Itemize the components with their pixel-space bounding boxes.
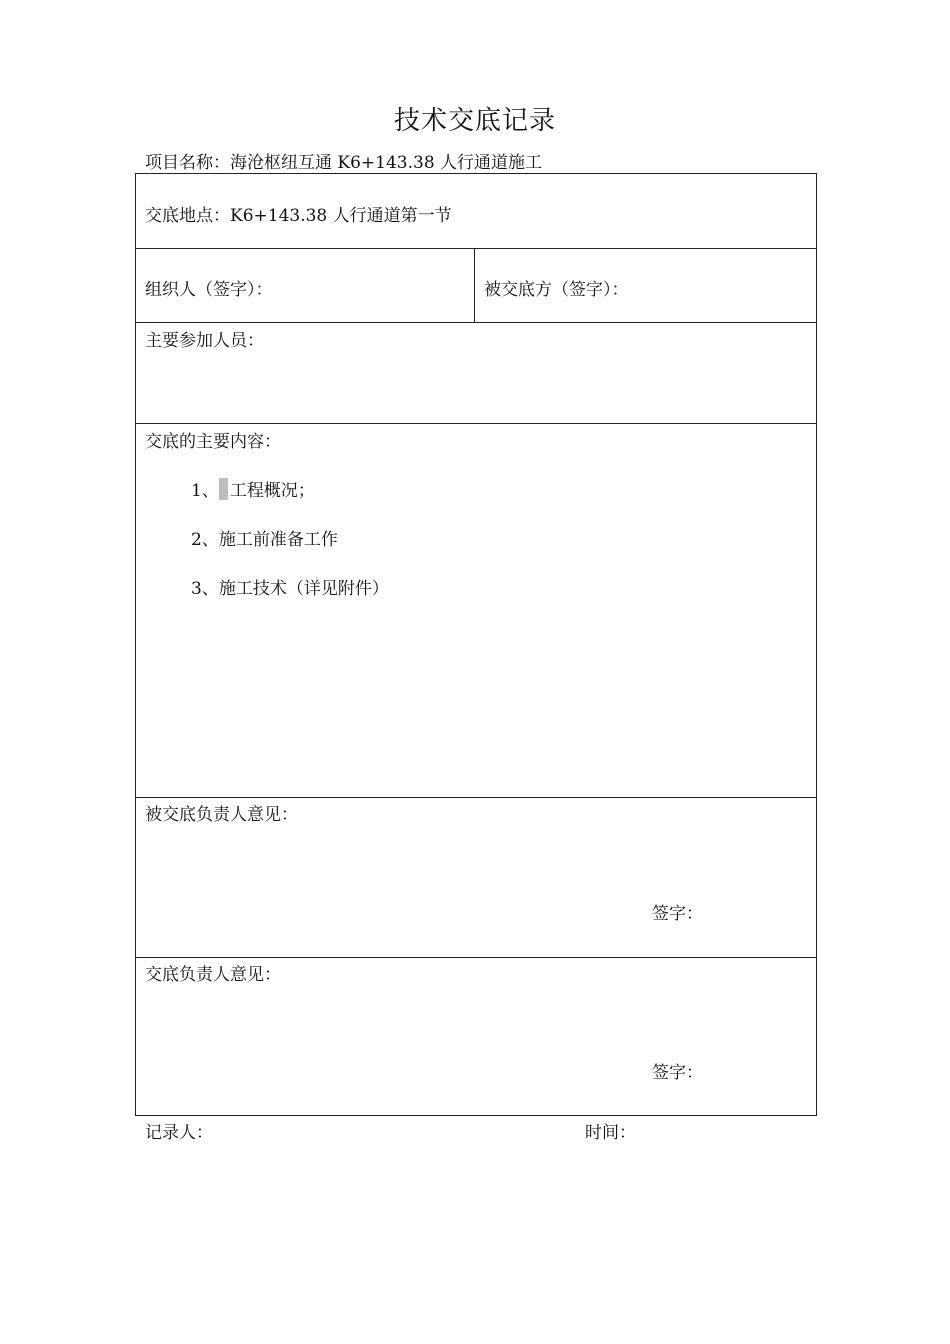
briefing-form-table — [135, 173, 817, 1116]
recipient-sign-label[interactable]: 签字： — [652, 904, 703, 924]
project-name-label: 项目名称： — [145, 153, 230, 173]
time-label[interactable]: 时间： — [585, 1123, 636, 1143]
location-row — [136, 174, 816, 249]
recorder-label[interactable]: 记录人： — [145, 1123, 213, 1143]
organizer-signature-label[interactable]: 组织人（签字）： — [145, 280, 273, 300]
item-text: 施工技术（详见附件） — [218, 579, 389, 599]
location-value: K6+143.38 人行通道第一节 — [230, 206, 452, 226]
text-cursor-highlight — [219, 478, 228, 500]
item-number: 2、 — [191, 530, 219, 550]
issuer-opinion-row — [136, 958, 816, 1116]
recipient-signature-label[interactable]: 被交底方（签字）： — [484, 280, 629, 300]
signature-row — [136, 249, 816, 323]
issuer-sign-label[interactable]: 签字： — [652, 1063, 703, 1083]
item-text: 施工前准备工作 — [218, 530, 338, 550]
content-item-1[interactable] — [191, 476, 315, 501]
item-number: 1、 — [191, 481, 219, 501]
project-name-line — [145, 148, 542, 173]
recipient-opinion-label[interactable]: 被交底负责人意见： — [145, 805, 298, 825]
content-item-2[interactable] — [191, 525, 338, 550]
participants-label[interactable]: 主要参加人员： — [145, 331, 264, 351]
item-number: 3、 — [191, 579, 219, 599]
item-text: 工程概况； — [229, 481, 315, 501]
column-divider — [474, 249, 475, 322]
content-item-3[interactable] — [191, 574, 389, 599]
issuer-opinion-label[interactable]: 交底负责人意见： — [145, 965, 281, 985]
location-label: 交底地点： — [145, 206, 230, 226]
location-cell[interactable] — [145, 201, 452, 226]
content-row — [136, 424, 816, 798]
page-title: 技术交底记录 — [393, 106, 556, 136]
recipient-opinion-row — [136, 798, 816, 958]
project-name-value: 海沧枢纽互通 K6+143.38 人行通道施工 — [230, 153, 543, 173]
participants-row — [136, 323, 816, 424]
content-label[interactable]: 交底的主要内容： — [145, 432, 281, 452]
